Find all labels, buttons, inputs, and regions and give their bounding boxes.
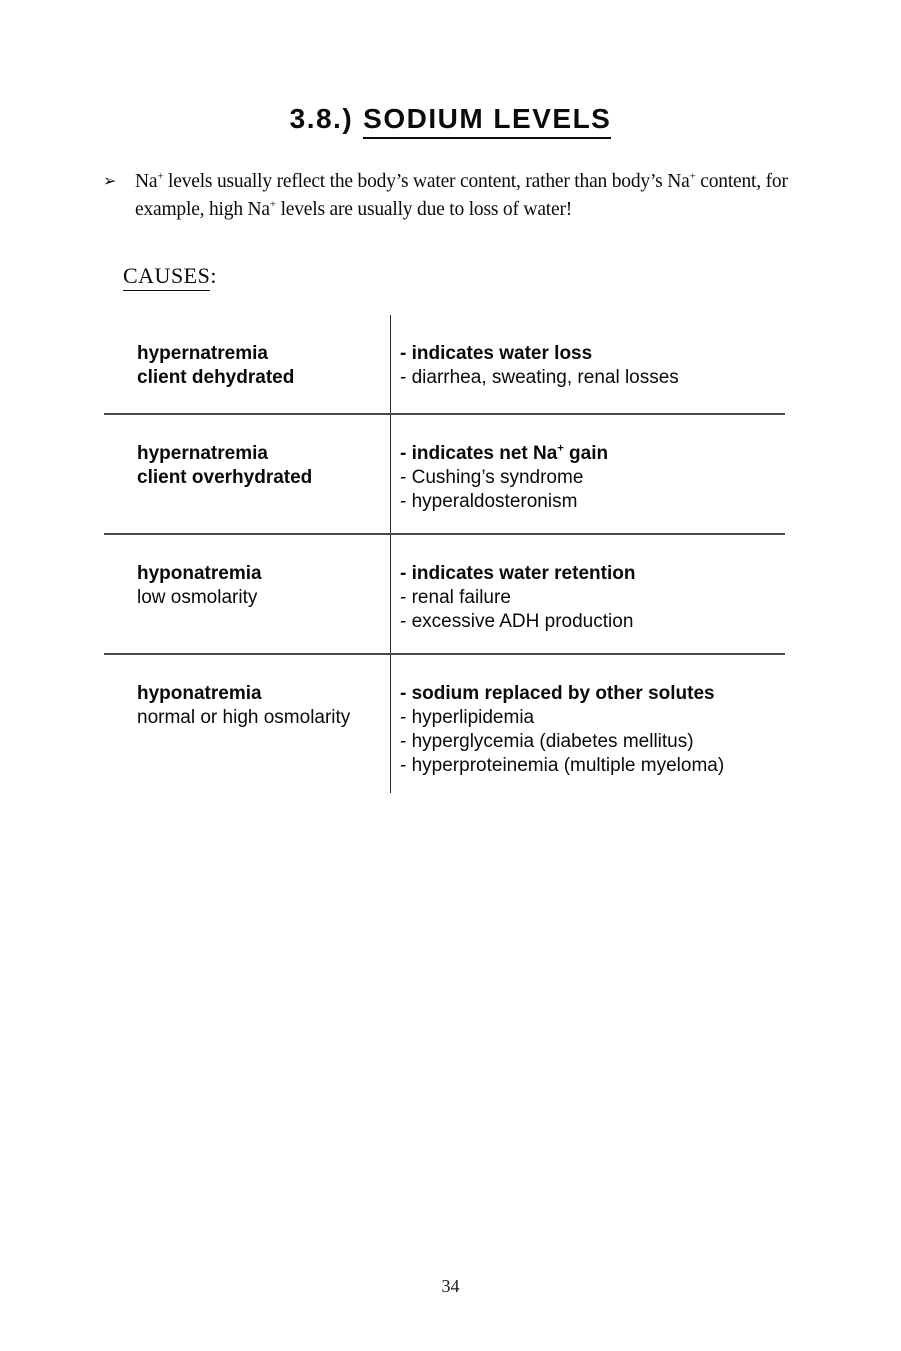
table-row-hyponatremia-low-osmolarity	[104, 533, 785, 653]
table-cell-condition	[104, 655, 391, 793]
intro-bullet-text	[135, 168, 803, 224]
table-cell-condition	[104, 315, 391, 413]
causes-table	[104, 315, 785, 793]
table-row-hypernatremia-dehydrated	[104, 315, 785, 413]
cause-line: - hyperaldosteronism	[400, 491, 578, 512]
table-row-hypernatremia-overhydrated	[104, 413, 785, 533]
table-cell-causes	[391, 655, 785, 793]
superscript-plus: +	[269, 198, 276, 211]
arrowhead-bullet-icon: ➢	[103, 173, 117, 190]
cause-line: - indicates water loss	[400, 343, 593, 364]
text-segment: levels are usually due to loss of water!	[275, 199, 573, 220]
table-cell-condition	[104, 415, 391, 533]
intro-bullet	[103, 168, 803, 224]
cause-line	[400, 442, 779, 466]
table-cell-causes	[391, 415, 785, 533]
cause-line: - hyperlipidemia	[400, 707, 535, 728]
cause-line: - Cushing’s syndrome	[400, 467, 584, 488]
table-cell-condition	[104, 535, 391, 653]
superscript-plus: +	[157, 170, 164, 183]
superscript-plus: +	[689, 170, 696, 183]
section-number: 3.8.)	[289, 103, 354, 134]
condition-name: hypernatremia	[137, 443, 268, 464]
causes-heading-colon: :	[210, 263, 217, 288]
cause-line: - renal failure	[400, 587, 511, 608]
page-title	[0, 103, 901, 135]
text-segment: Na	[135, 171, 158, 192]
condition-detail: client overhydrated	[137, 467, 313, 488]
condition-name: hyponatremia	[137, 563, 262, 584]
text-segment: levels usually reflect the body’s water content, rather than body’s Na	[163, 171, 690, 192]
condition-detail: normal or high osmolarity	[137, 707, 351, 728]
cause-line: - hyperglycemia (diabetes mellitus)	[400, 731, 694, 752]
condition-name: hyponatremia	[137, 683, 262, 704]
table-cell-causes	[391, 315, 785, 413]
table-row-hyponatremia-normal-high-osmolarity	[104, 653, 785, 793]
text-segment: gain	[563, 443, 609, 464]
cause-line: - diarrhea, sweating, renal losses	[400, 367, 679, 388]
condition-detail: client dehydrated	[137, 367, 295, 388]
causes-heading	[123, 263, 217, 289]
condition-name: hypernatremia	[137, 343, 268, 364]
cause-line: - indicates water retention	[400, 563, 636, 584]
cause-line: - hyperproteinemia (multiple myeloma)	[400, 755, 725, 776]
cause-line: - excessive ADH production	[400, 611, 634, 632]
section-title: SODIUM LEVELS	[363, 103, 611, 139]
superscript-plus: +	[557, 442, 564, 455]
cause-line: - sodium replaced by other solutes	[400, 683, 715, 704]
causes-heading-text: CAUSES	[123, 263, 210, 291]
page-number: 34	[441, 1276, 460, 1296]
text-segment: content, for example, high Na	[135, 171, 788, 220]
text-segment: - indicates net Na	[400, 443, 558, 464]
condition-detail: low osmolarity	[137, 587, 258, 608]
table-cell-causes	[391, 535, 785, 653]
